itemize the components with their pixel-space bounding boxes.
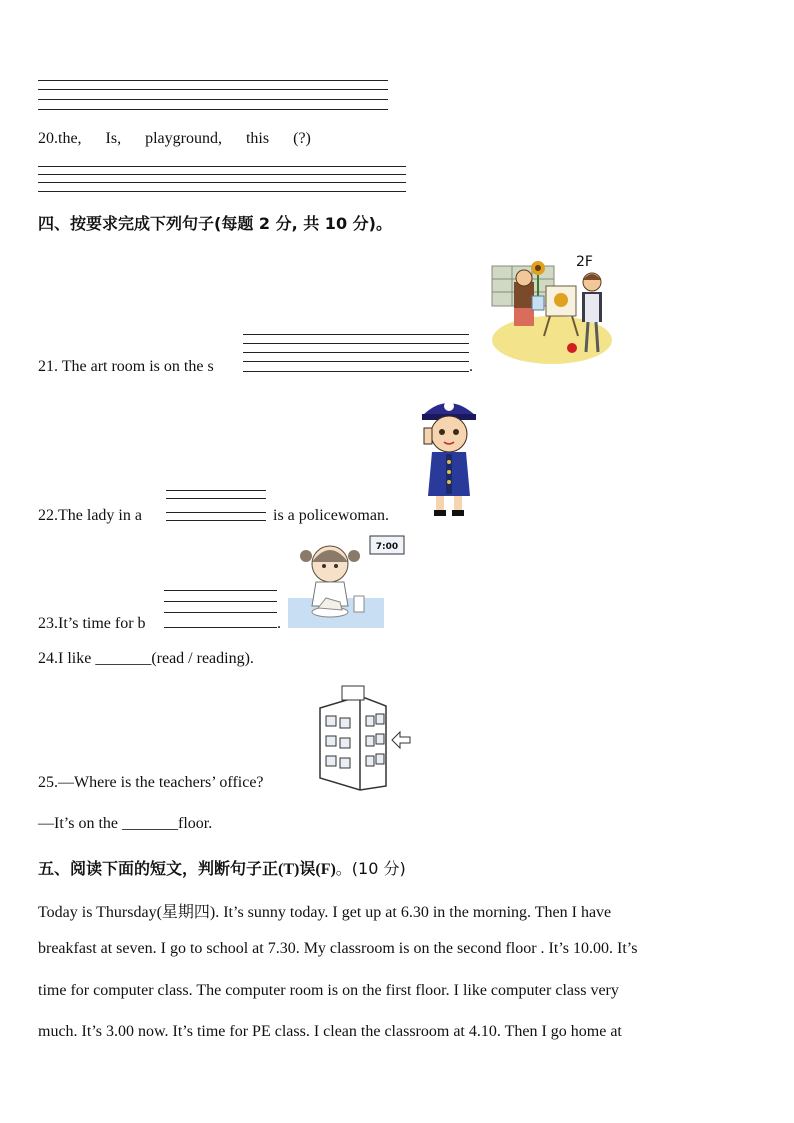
question-24 bbox=[38, 650, 254, 668]
question-number: 24. bbox=[38, 650, 58, 667]
question-text: It’s time for b bbox=[58, 615, 146, 632]
question-21 bbox=[38, 358, 214, 376]
heading-part: (F) bbox=[315, 861, 336, 878]
question-number: 21 bbox=[38, 358, 54, 375]
passage-line: Today is Thursday(星期四). It’s sunny today. I get up at 6.30 in the morning. Then I have bbox=[38, 904, 612, 921]
art-room-illustration bbox=[484, 252, 614, 372]
question-number: 25. bbox=[38, 774, 58, 791]
arrow-left-icon bbox=[392, 732, 410, 748]
question-20 bbox=[38, 130, 333, 148]
question-text: . The art room is on the s bbox=[54, 358, 214, 375]
question-number: 22. bbox=[38, 507, 58, 524]
question-25 bbox=[38, 774, 264, 792]
breakfast-illustration bbox=[288, 536, 408, 628]
passage-line: time for computer class. The computer room is on the first floor. I like computer class very bbox=[38, 982, 619, 999]
heading-part: 五、阅读下面的短文，判断句子正 bbox=[38, 859, 279, 878]
word: Is, bbox=[105, 130, 122, 147]
section-5-heading bbox=[38, 856, 406, 879]
question-25-answer: —It’s on the _______floor. bbox=[38, 815, 213, 832]
word: playground, bbox=[145, 130, 222, 147]
heading-part: 。(10 分) bbox=[335, 859, 406, 878]
policewoman-illustration bbox=[414, 392, 484, 522]
building-illustration bbox=[314, 686, 414, 794]
question-text: —Where is the teachers’ office? bbox=[58, 774, 264, 791]
heading-part: (T) bbox=[278, 861, 300, 878]
question-number: 23. bbox=[38, 615, 58, 632]
word: this bbox=[245, 130, 270, 147]
passage-line: breakfast at seven. I go to school at 7.30. My classroom is on the second floor . It’s 10.00. It’s bbox=[38, 940, 638, 957]
question-text: The lady in a bbox=[58, 507, 142, 524]
clock-time: 7:00 bbox=[375, 542, 399, 552]
question-number: 20. bbox=[38, 130, 58, 147]
section-4-heading: 四、按要求完成下列句子(每题 2 分, 共 10 分)。 bbox=[38, 214, 392, 233]
question-text: I like _______(read / reading). bbox=[58, 650, 254, 667]
question-22 bbox=[38, 507, 142, 525]
word: the, bbox=[58, 130, 82, 147]
heading-part: 误 bbox=[299, 859, 316, 878]
passage-line: much. It’s 3.00 now. It’s time for PE class. I clean the classroom at 4.10. Then I go home at bbox=[38, 1023, 622, 1040]
floor-label: 2F bbox=[576, 254, 593, 270]
question-23 bbox=[38, 615, 146, 633]
question-21-end: . bbox=[469, 358, 473, 375]
word: (?) bbox=[293, 130, 311, 147]
question-23-end: . bbox=[277, 615, 281, 632]
question-22-end: is a policewoman. bbox=[273, 507, 389, 524]
